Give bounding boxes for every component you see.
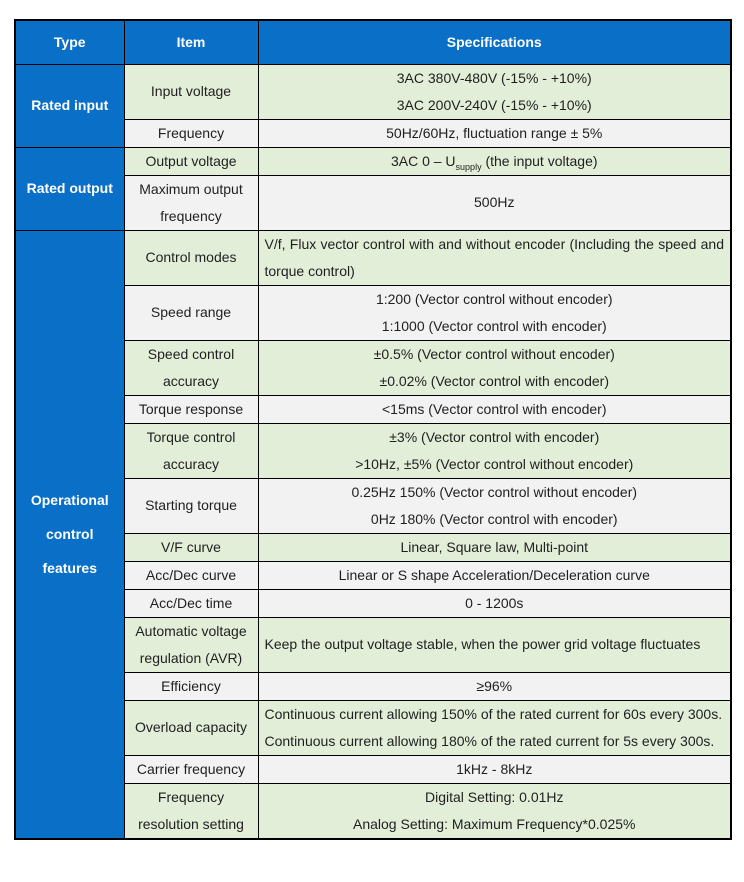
item-cell-frequency: Frequency [124,119,258,147]
header-row [15,20,731,64]
type-label: Rated output [26,180,113,196]
item-cell-efficiency: Efficiency [124,672,258,700]
item-cell-input-voltage: Input voltage [124,64,258,119]
table-row [15,230,731,285]
spec-cell-overload-capacity: Continuous current allowing 150% of the rated current for 60s every 300s. Continuous current allowing 180% of the rated current for 5s every 300s. [258,700,731,755]
type-label: control [46,526,94,542]
spec-cell-acc-dec-curve: Linear or S shape Acceleration/Deceleration curve [258,561,731,589]
item-cell-torque-control-accuracy: Torque control accuracy [124,423,258,478]
spec-cell-speed-control-accuracy: ±0.5% (Vector control without encoder) ±0.02% (Vector control with encoder) [258,340,731,395]
spec-cell-frequency-resolution-setting: Digital Setting: 0.01Hz Analog Setting: Maximum Frequency*0.025% [258,783,731,839]
spec-cell-speed-range: 1:200 (Vector control without encoder) 1:1000 (Vector control with encoder) [258,285,731,340]
item-cell-control-modes: Control modes [124,230,258,285]
spec-cell-vf-curve: Linear, Square law, Multi-point [258,533,731,561]
type-cell-rated-input [15,64,124,147]
header-item: Item [124,20,258,64]
type-label: Operational [30,492,109,508]
spec-cell-torque-response: <15ms (Vector control with encoder) [258,395,731,423]
item-cell-maximum-output-frequency: Maximum output frequency [124,175,258,230]
item-cell-speed-range: Speed range [124,285,258,340]
spec-cell-starting-torque: 0.25Hz 150% (Vector control without encoder) 0Hz 180% (Vector control with encoder) [258,478,731,533]
type-label: Rated input [31,97,109,113]
item-cell-overload-capacity: Overload capacity [124,700,258,755]
item-cell-output-voltage: Output voltage [124,147,258,175]
item-cell-torque-response: Torque response [124,395,258,423]
type-cell-rated-output [15,147,124,230]
subscript-supply: supply [455,161,482,172]
spec-cell-torque-control-accuracy: ±3% (Vector control with encoder) >10Hz, ±5% (Vector control without encoder) [258,423,731,478]
table-row [15,64,731,119]
spec-cell-efficiency: ≥96% [258,672,731,700]
spec-cell-frequency: 50Hz/60Hz, fluctuation range ± 5% [258,119,731,147]
spec-cell-acc-dec-time: 0 - 1200s [258,589,731,617]
item-cell-acc-dec-curve: Acc/Dec curve [124,561,258,589]
spec-cell-control-modes: V/f, Flux vector control with and without encoder (Including the speed and torque control) [258,230,731,285]
header-specifications: Specifications [258,20,731,64]
table-row [15,147,731,175]
item-cell-carrier-frequency: Carrier frequency [124,755,258,783]
spec-cell-maximum-output-frequency: 500Hz [258,175,731,230]
item-cell-vf-curve: V/F curve [124,533,258,561]
spec-cell-carrier-frequency: 1kHz - 8kHz [258,755,731,783]
item-cell-starting-torque: Starting torque [124,478,258,533]
header-type: Type [15,20,124,64]
specifications-table [14,19,732,840]
item-cell-acc-dec-time: Acc/Dec time [124,589,258,617]
type-cell-operational-control-features [15,230,124,839]
type-label: features [42,560,97,576]
item-cell-frequency-resolution-setting: Frequency resolution setting [124,783,258,839]
item-cell-speed-control-accuracy: Speed control accuracy [124,340,258,395]
item-cell-automatic-voltage-regulation: Automatic voltage regulation (AVR) [124,617,258,672]
spec-cell-automatic-voltage-regulation: Keep the output voltage stable, when the power grid voltage fluctuates [258,617,731,672]
spec-cell-output-voltage: 3AC $0 - U_{supply}$ (the input voltage) [258,147,731,175]
spec-cell-input-voltage: 3AC 380V-480V (-15% - +10%) 3AC 200V-240V (-15% - +10%) [258,64,731,119]
